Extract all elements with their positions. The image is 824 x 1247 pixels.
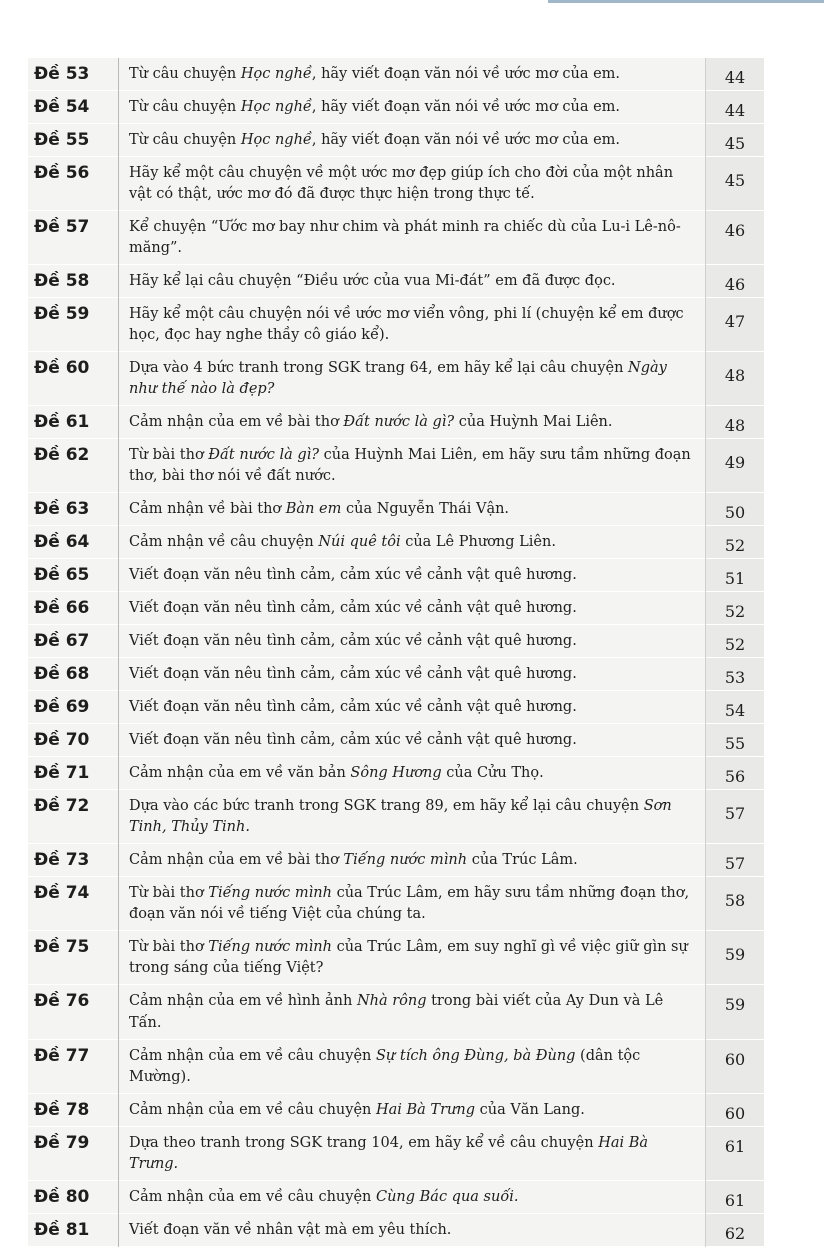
page-number: 57 (706, 844, 765, 877)
title-text: Dựa theo tranh trong SGK trang 104, em hãy kể về câu chuyện (129, 1134, 599, 1151)
toc-row (28, 592, 764, 625)
toc-row (28, 844, 764, 877)
title-text: Cảm nhận về câu chuyện (129, 534, 319, 551)
title-text: Từ bài thơ (129, 447, 209, 464)
work-title: Bàn em (285, 501, 342, 518)
exercise-title (119, 406, 706, 439)
title-text: , hãy viết đoạn văn nói về ước mơ của em. (311, 66, 621, 82)
exercise-label: Đề 73 (34, 850, 90, 871)
exercise-title (119, 1213, 706, 1246)
exercise-label: Đề 56 (34, 163, 90, 184)
title-text: của Nguyễn Thái Vận. (341, 501, 510, 518)
toc-row (28, 1093, 764, 1126)
title-text: Từ bài thơ (129, 939, 209, 956)
title-text: Cảm nhận của em về câu chuyện (129, 1188, 376, 1205)
title-text: Cảm nhận của em về bài thơ (129, 852, 344, 869)
toc-row (28, 931, 764, 985)
toc-row (28, 1126, 764, 1180)
page-number: 59 (706, 985, 765, 1039)
work-title: Đất nước là gì? (208, 447, 320, 464)
work-title: Nhà rông (356, 993, 427, 1010)
toc-row (28, 790, 764, 844)
exercise-title (119, 526, 706, 559)
toc-row (28, 211, 764, 265)
exercise-title (119, 1093, 706, 1126)
exercise-title (119, 658, 706, 691)
title-text: Viết đoạn văn nêu tình cảm, cảm xúc về cảnh vật quê hương. (129, 732, 577, 749)
title-text: Hãy kể lại câu chuyện “Điều ước của vua Mi-đát” em đã được đọc. (129, 273, 616, 290)
page-number: 53 (706, 658, 765, 691)
title-text: Dựa vào 4 bức tranh trong SGK trang 64, em hãy kể lại câu chuyện (129, 360, 629, 377)
title-text: , hãy viết đoạn văn nói về ước mơ của em. (311, 132, 621, 149)
title-text: của Văn Lang. (475, 1101, 585, 1118)
title-text: Viết đoạn văn nêu tình cảm, cảm xúc về cảnh vật quê hương. (129, 633, 577, 650)
exercise-title (119, 1126, 706, 1180)
title-text: Cảm nhận về bài thơ (129, 501, 286, 518)
title-text: của Trúc Lâm, em suy nghĩ gì về việc giữ gìn sự trong sáng của tiếng Việt? (129, 939, 688, 977)
toc-row (28, 658, 764, 691)
work-title: Sơn Tinh, Thủy Tinh. (129, 798, 672, 836)
page-number: 60 (706, 1039, 765, 1093)
page-number: 56 (706, 757, 765, 790)
exercise-title (119, 1180, 706, 1213)
page-number: 52 (706, 592, 765, 625)
exercise-label: Đề 60 (34, 358, 90, 379)
exercise-label: Đề 53 (34, 64, 90, 84)
top-decorative-rule (548, 0, 824, 3)
toc-row (28, 124, 764, 157)
exercise-label: Đề 64 (34, 532, 90, 553)
page-number: 52 (706, 526, 765, 559)
title-text: trong bài viết của Ay Dun và Lê Tấn. (129, 993, 664, 1031)
title-text: Cảm nhận của em về câu chuyện (129, 1101, 376, 1118)
page-number: 48 (706, 352, 765, 406)
page-number: 45 (706, 124, 765, 157)
exercise-label: Đề 81 (34, 1219, 90, 1240)
toc-row (28, 493, 764, 526)
title-text: , hãy viết đoạn văn nói về ước mơ của em. (311, 99, 621, 116)
page-number: 55 (706, 724, 765, 757)
exercise-title (119, 844, 706, 877)
work-title: Học nghề (240, 99, 312, 116)
title-text: Cảm nhận của em về văn bản (129, 765, 351, 782)
title-text: của Huỳnh Mai Liên. (454, 414, 613, 431)
title-text: Từ bài thơ (129, 885, 209, 902)
title-text: của Lê Phương Liên. (400, 534, 556, 551)
page-number: 44 (706, 58, 765, 91)
exercise-title (119, 559, 706, 592)
exercise-title (119, 724, 706, 757)
exercise-title (119, 298, 706, 352)
exercise-label: Đề 62 (34, 445, 90, 466)
exercise-title (119, 91, 706, 124)
exercise-title (119, 625, 706, 658)
toc-row (28, 406, 764, 439)
toc-row (28, 352, 764, 406)
exercise-title (119, 265, 706, 298)
title-text: Viết đoạn văn về nhân vật mà em yêu thích. (129, 1221, 452, 1238)
exercise-title (119, 439, 706, 493)
page-number: 49 (706, 439, 765, 493)
toc-row (28, 724, 764, 757)
page-number: 44 (706, 91, 765, 124)
work-title: Hai Bà Trưng. (129, 1134, 649, 1172)
exercise-title (119, 985, 706, 1039)
title-text: (dân tộc Mường). (129, 1047, 641, 1085)
exercise-label: Đề 66 (34, 598, 90, 619)
toc-row (28, 985, 764, 1039)
exercise-title (119, 58, 706, 91)
exercise-label: Đề 77 (34, 1045, 90, 1066)
page-number: 51 (706, 559, 765, 592)
exercise-label: Đề 76 (34, 991, 90, 1012)
exercise-label: Đề 57 (34, 217, 90, 238)
toc-row (28, 265, 764, 298)
work-title: Tiếng nước mình (208, 939, 332, 956)
toc-row (28, 157, 764, 211)
title-text: Kể chuyện “Ước mơ bay như chim và phát minh ra chiếc dù của Lu-i Lê-nô-măng”. (129, 219, 681, 257)
exercise-label: Đề 72 (34, 796, 90, 817)
exercise-label: Đề 54 (34, 97, 90, 118)
exercise-label: Đề 69 (34, 697, 90, 718)
toc-row (28, 757, 764, 790)
work-title: Học nghề (240, 66, 312, 82)
title-text: Từ câu chuyện (129, 66, 241, 82)
work-title: Hai Bà Trưng (375, 1101, 475, 1118)
work-title: Cùng Bác qua suối. (375, 1188, 519, 1205)
exercise-label: Đề 59 (34, 304, 90, 325)
toc-row (28, 1180, 764, 1213)
page-number: 60 (706, 1093, 765, 1126)
exercise-label: Đề 75 (34, 937, 90, 958)
exercise-title (119, 352, 706, 406)
exercise-label: Đề 70 (34, 730, 90, 751)
toc-row (28, 58, 764, 91)
page-number: 50 (706, 493, 765, 526)
table-of-contents (28, 58, 764, 1247)
page-number: 48 (706, 406, 765, 439)
title-text: Viết đoạn văn nêu tình cảm, cảm xúc về cảnh vật quê hương. (129, 600, 577, 617)
page-number: 47 (706, 298, 765, 352)
exercise-title (119, 790, 706, 844)
work-title: Đất nước là gì? (343, 414, 455, 431)
exercise-title (119, 757, 706, 790)
page-number: 62 (706, 1213, 765, 1246)
exercise-title (119, 691, 706, 724)
title-text: của Cửu Thọ. (441, 765, 544, 782)
page-number: 57 (706, 790, 765, 844)
work-title: Tiếng nước mình (208, 885, 332, 902)
page-number: 46 (706, 265, 765, 298)
exercise-label: Đề 74 (34, 883, 90, 904)
page-number: 52 (706, 625, 765, 658)
toc-body (28, 58, 764, 1246)
exercise-label: Đề 55 (34, 130, 90, 151)
title-text: Viết đoạn văn nêu tình cảm, cảm xúc về cảnh vật quê hương. (129, 699, 577, 716)
title-text: Từ câu chuyện (129, 99, 241, 116)
exercise-label: Đề 61 (34, 412, 90, 433)
title-text: Viết đoạn văn nêu tình cảm, cảm xúc về cảnh vật quê hương. (129, 666, 577, 683)
title-text: của Trúc Lâm, em hãy sưu tầm những đoạn thơ, đoạn văn nói về tiếng Việt của chúng ta. (129, 885, 690, 923)
toc-row (28, 877, 764, 931)
work-title: Tiếng nước mình (343, 852, 468, 869)
toc-row (28, 91, 764, 124)
page-number: 54 (706, 691, 765, 724)
toc-row (28, 1213, 764, 1246)
page-number: 59 (706, 931, 765, 985)
page-number: 46 (706, 211, 765, 265)
page-number: 45 (706, 157, 765, 211)
title-text: của Huỳnh Mai Liên, em hãy sưu tầm những đoạn thơ, bài thơ nói về đất nước. (129, 447, 691, 485)
toc-row (28, 1039, 764, 1093)
page-number: 61 (706, 1126, 765, 1180)
exercise-label: Đề 58 (34, 271, 90, 292)
exercise-title (119, 592, 706, 625)
exercise-title (119, 124, 706, 157)
work-title: Sông Hương (350, 765, 442, 782)
exercise-title (119, 877, 706, 931)
exercise-label: Đề 63 (34, 499, 90, 520)
exercise-title (119, 157, 706, 211)
exercise-title (119, 493, 706, 526)
exercise-title (119, 211, 706, 265)
title-text: Hãy kể một câu chuyện nói về ước mơ viển vông, phi lí (chuyện kể em được học, đọc hay nghe thầy cô giáo kể). (129, 306, 684, 344)
exercise-label: Đề 79 (34, 1132, 90, 1153)
toc-row (28, 625, 764, 658)
title-text: Cảm nhận của em về câu chuyện (129, 1047, 376, 1064)
title-text: Từ câu chuyện (129, 132, 241, 149)
toc-row (28, 526, 764, 559)
title-text: của Trúc Lâm. (467, 852, 578, 869)
exercise-label: Đề 65 (34, 565, 90, 586)
title-text: Dựa vào các bức tranh trong SGK trang 89, em hãy kể lại câu chuyện (129, 798, 644, 815)
toc-row (28, 439, 764, 493)
work-title: Học nghề (240, 132, 312, 149)
title-text: Cảm nhận của em về hình ảnh (129, 993, 357, 1010)
exercise-label: Đề 68 (34, 664, 90, 685)
exercise-title (119, 931, 706, 985)
title-text: Hãy kể một câu chuyện về một ước mơ đẹp giúp ích cho đời của một nhân vật có thật, ước mơ đó đã được thực hiện trong thực tế. (129, 165, 674, 203)
exercise-label: Đề 67 (34, 631, 90, 652)
page-number: 58 (706, 877, 765, 931)
work-title: Núi quê tôi (318, 534, 401, 551)
exercise-label: Đề 78 (34, 1099, 90, 1120)
exercise-label: Đề 71 (34, 763, 90, 784)
toc-row (28, 559, 764, 592)
title-text: Cảm nhận của em về bài thơ (129, 414, 344, 431)
exercise-title (119, 1039, 706, 1093)
work-title: Ngày như thế nào là đẹp? (129, 360, 667, 398)
exercise-label: Đề 80 (34, 1186, 90, 1207)
work-title: Sự tích ông Đùng, bà Đùng (375, 1047, 576, 1064)
title-text: Viết đoạn văn nêu tình cảm, cảm xúc về cảnh vật quê hương. (129, 567, 577, 584)
toc-row (28, 298, 764, 352)
toc-row (28, 691, 764, 724)
page-number: 61 (706, 1180, 765, 1213)
